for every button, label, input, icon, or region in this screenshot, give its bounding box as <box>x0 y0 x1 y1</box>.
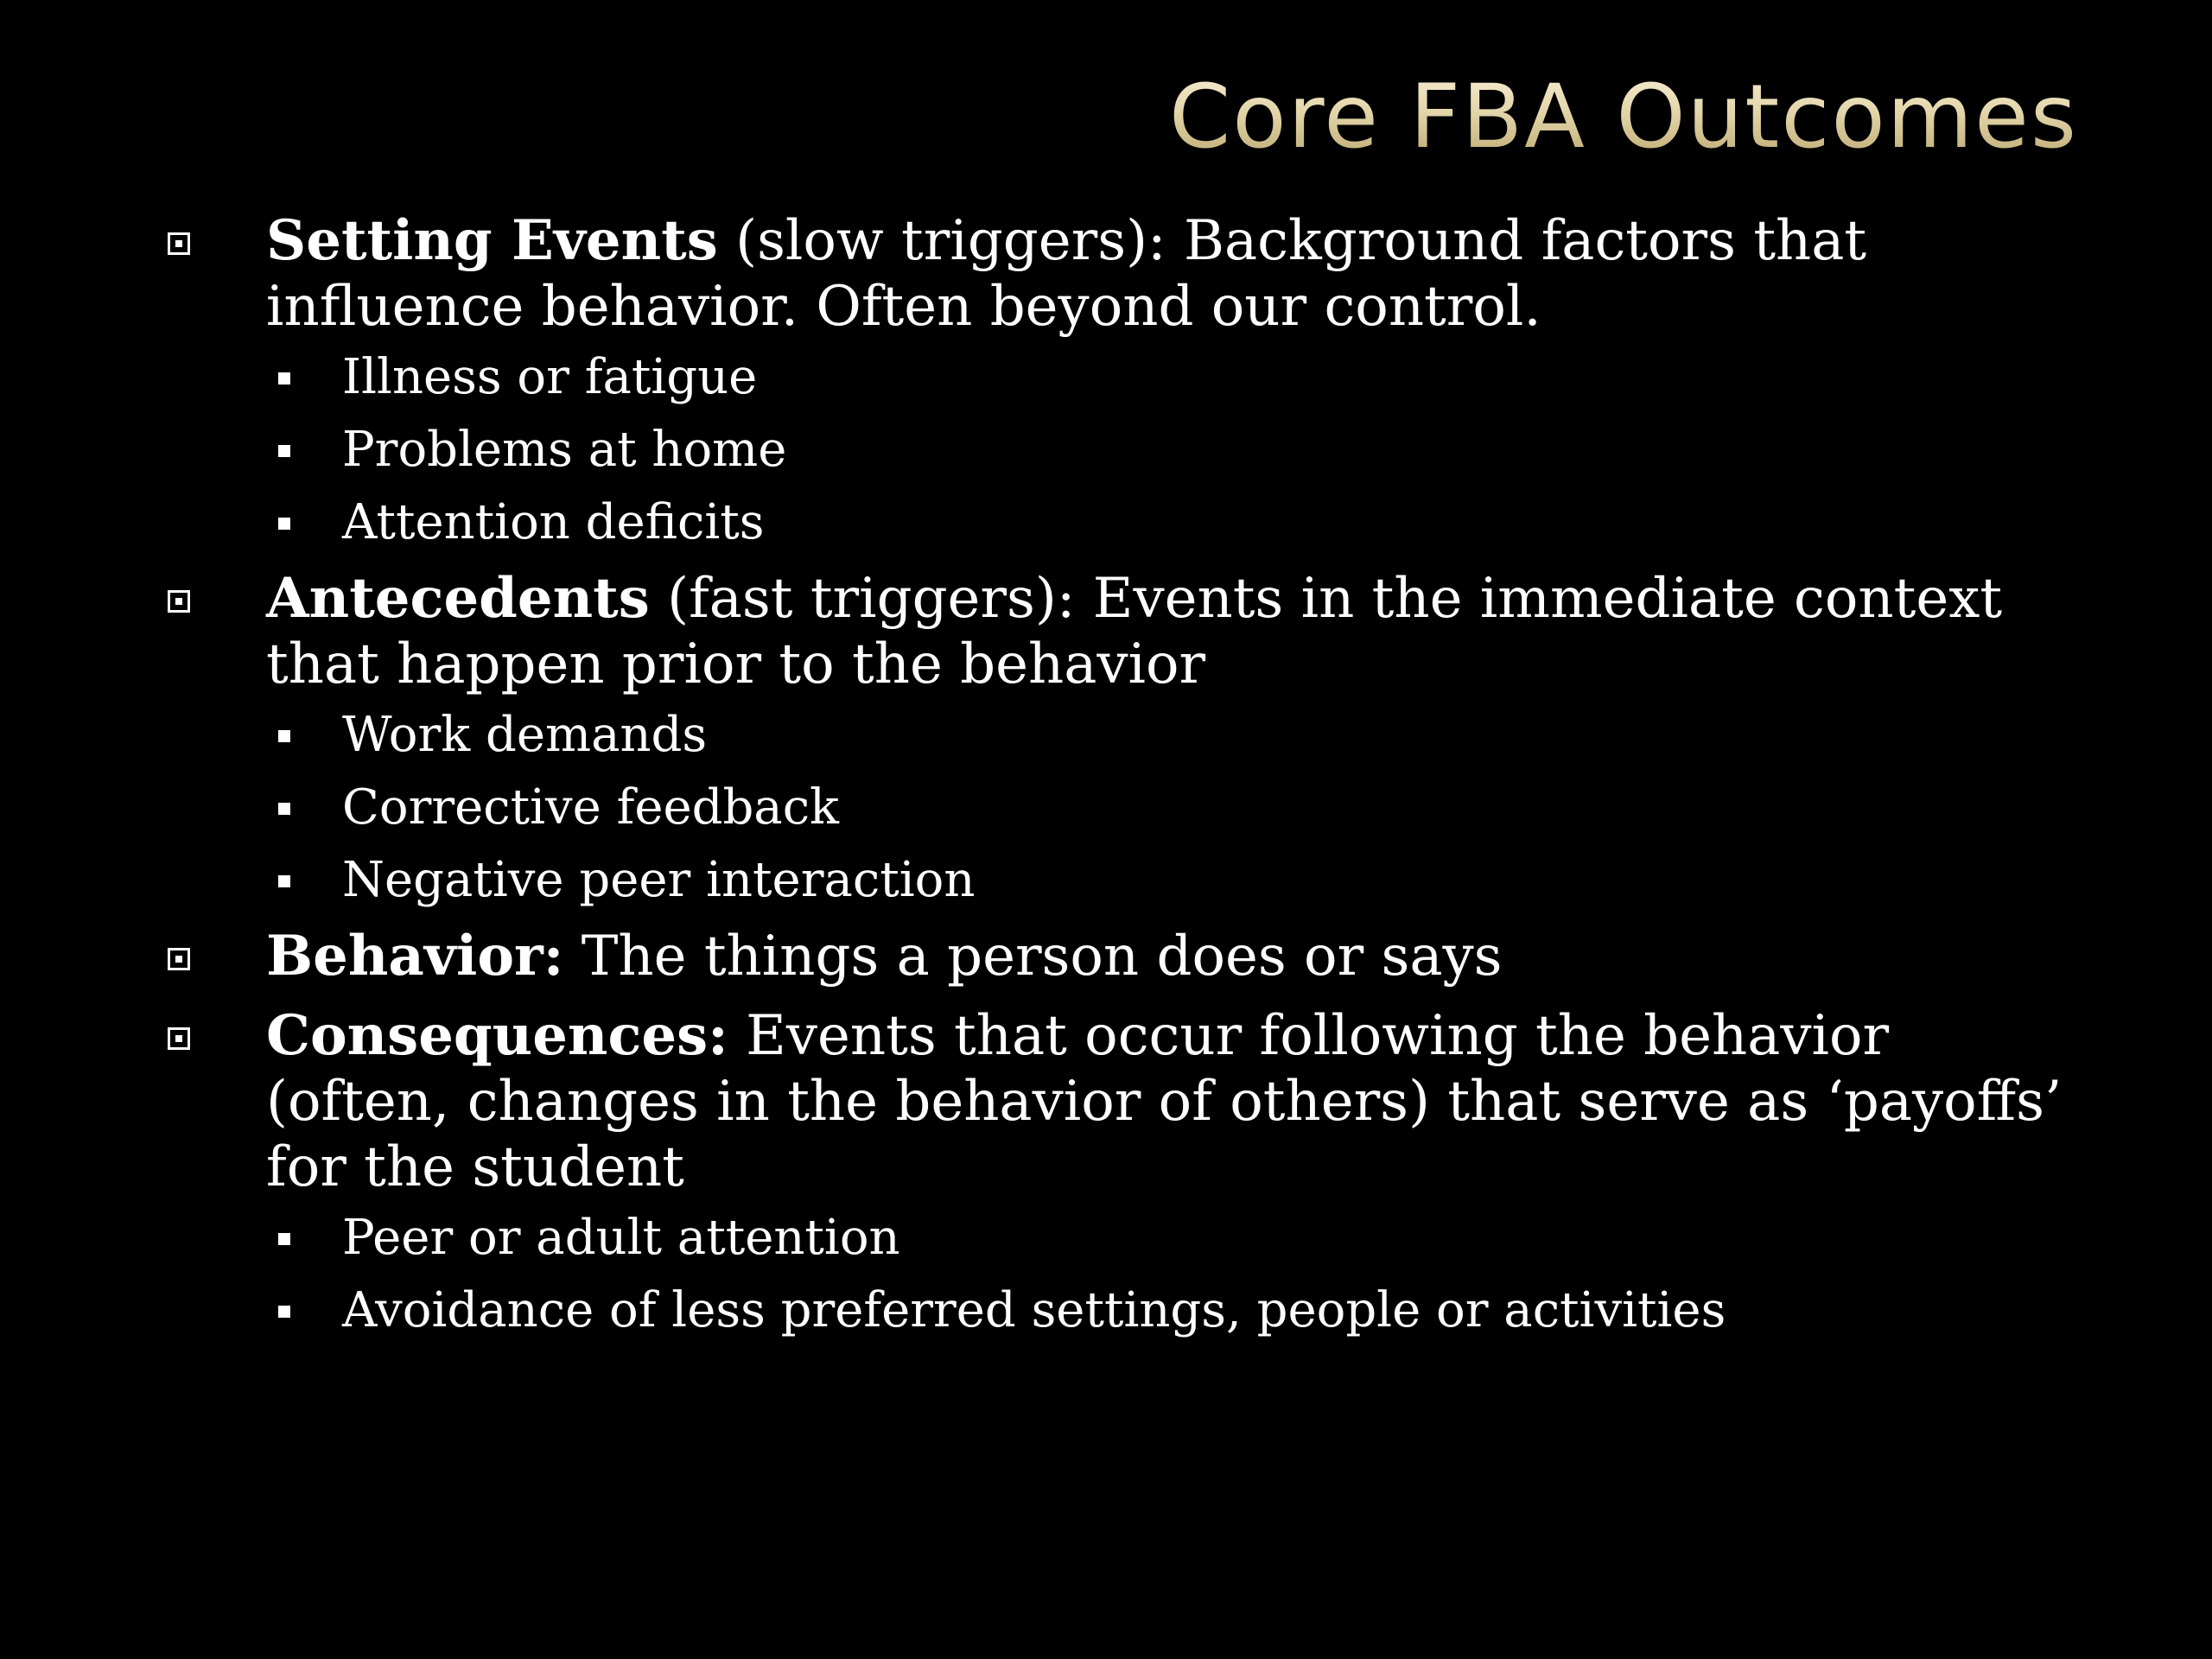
square-bullet-icon <box>278 730 290 742</box>
square-bullet-icon <box>278 875 290 887</box>
sub-item-text: Avoidance of less preferred settings, people or activities <box>342 1282 1726 1338</box>
sub-item <box>266 779 2081 837</box>
bullet-item-antecedents <box>162 566 2081 910</box>
square-bullet-icon <box>278 445 290 457</box>
sub-list <box>266 706 2081 910</box>
square-bullet-icon <box>278 518 290 530</box>
sub-item <box>266 421 2081 480</box>
bullet-text: (slow triggers): Background factors that influence behavior. Often beyond our control. <box>266 209 1867 339</box>
sub-item <box>266 1281 2081 1340</box>
sub-item-text: Work demands <box>342 707 708 763</box>
sub-item <box>266 706 2081 765</box>
bullet-text: (fast triggers): Events in the immediate context that happen prior to the behavior <box>266 567 2003 696</box>
bullet-term: Antecedents <box>266 566 650 631</box>
slide-title: Core FBA Outcomes <box>1168 66 2078 168</box>
sub-item <box>266 493 2081 552</box>
sub-item-text: Corrective feedback <box>342 779 839 836</box>
sub-item <box>266 348 2081 407</box>
sub-item-text: Negative peer interaction <box>342 852 976 908</box>
box-bullet-icon <box>168 948 190 970</box>
square-bullet-icon <box>278 372 290 385</box>
sub-item-text: Peer or adult attention <box>342 1210 900 1266</box>
bullet-item-behavior <box>162 924 2081 989</box>
bullet-term: Setting Events <box>266 208 718 273</box>
bullet-item-consequences <box>162 1003 2081 1340</box>
sub-item <box>266 1209 2081 1268</box>
box-bullet-icon <box>168 1027 190 1050</box>
bullet-text: Events that occur following the behavior (often, changes in the behavior of others) that serve as ‘payoffs’ for the student <box>266 1004 2063 1199</box>
box-bullet-icon <box>168 590 190 613</box>
sub-list <box>266 1209 2081 1340</box>
sub-item-text: Illness or fatigue <box>342 349 758 405</box>
square-bullet-icon <box>278 1306 290 1318</box>
bullet-term: Behavior: <box>266 924 564 988</box>
slide-content <box>162 208 2081 1354</box>
sub-item-text: Problems at home <box>342 422 787 478</box>
square-bullet-icon <box>278 803 290 815</box>
sub-item <box>266 851 2081 910</box>
box-bullet-icon <box>168 232 190 255</box>
sub-list <box>266 348 2081 552</box>
bullet-term: Consequences: <box>266 1003 728 1068</box>
bullet-item-setting-events <box>162 208 2081 552</box>
bullet-text: The things a person does or says <box>563 925 1503 988</box>
square-bullet-icon <box>278 1233 290 1245</box>
sub-item-text: Attention deficits <box>342 494 765 550</box>
